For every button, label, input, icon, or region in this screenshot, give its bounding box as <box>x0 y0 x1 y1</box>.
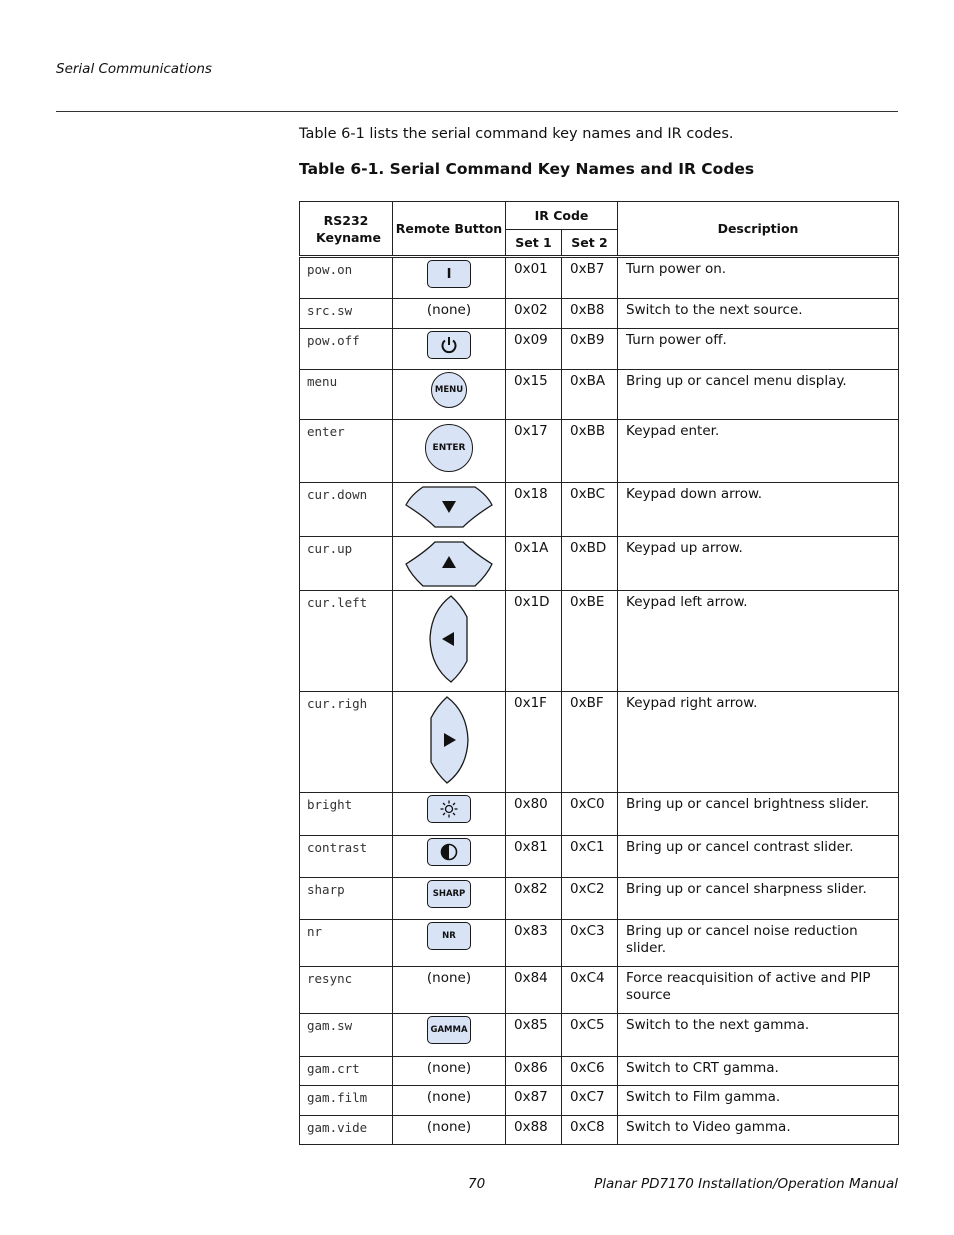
set2-cell: 0xBB <box>562 420 618 483</box>
power-off-icon <box>427 331 471 359</box>
description-cell: Keypad enter. <box>618 420 899 483</box>
description-cell: Bring up or cancel contrast slider. <box>618 836 899 878</box>
set2-cell: 0xBE <box>562 591 618 692</box>
keyname-cell: cur.righ <box>300 692 393 793</box>
header-rule <box>56 111 898 112</box>
set1-cell: 0x85 <box>506 1014 562 1057</box>
description-cell: Keypad up arrow. <box>618 537 899 591</box>
table-row <box>300 692 899 793</box>
table-row <box>300 920 899 967</box>
left-arrow-icon <box>427 593 471 685</box>
keyname-cell: bright <box>300 793 393 836</box>
sharp-key-icon: SHARP <box>427 880 471 908</box>
remote-button-cell: (none) <box>393 1086 506 1116</box>
description-cell: Bring up or cancel sharpness slider. <box>618 878 899 920</box>
table-row <box>300 1116 899 1145</box>
set2-cell: 0xBF <box>562 692 618 793</box>
remote-button-cell <box>393 257 506 299</box>
set1-cell: 0x87 <box>506 1086 562 1116</box>
header-keyname: RS232 Keyname <box>300 202 393 257</box>
set2-cell: 0xB7 <box>562 257 618 299</box>
set2-cell: 0xC6 <box>562 1057 618 1086</box>
table-row <box>300 299 899 329</box>
table-row <box>300 420 899 483</box>
table-row <box>300 1014 899 1057</box>
enter-key-icon: ENTER <box>425 424 473 472</box>
set1-cell: 0x86 <box>506 1057 562 1086</box>
remote-button-cell <box>393 1014 506 1057</box>
intro-text: Table 6-1 lists the serial command key names and IR codes. <box>299 126 734 142</box>
remote-button-cell: (none) <box>393 1116 506 1145</box>
table-row <box>300 967 899 1014</box>
keyname-cell: pow.on <box>300 257 393 299</box>
description-cell: Switch to Video gamma. <box>618 1116 899 1145</box>
table-row <box>300 836 899 878</box>
keyname-cell: nr <box>300 920 393 967</box>
remote-button-cell <box>393 370 506 420</box>
menu-key-icon: MENU <box>431 372 467 408</box>
set1-cell: 0x84 <box>506 967 562 1014</box>
keyname-cell: pow.off <box>300 329 393 370</box>
header-ir-code: IR Code <box>506 202 618 230</box>
right-arrow-icon <box>427 694 471 786</box>
description-cell: Bring up or cancel menu display. <box>618 370 899 420</box>
description-cell: Keypad left arrow. <box>618 591 899 692</box>
set1-cell: 0x80 <box>506 793 562 836</box>
set1-cell: 0x09 <box>506 329 562 370</box>
set1-cell: 0x83 <box>506 920 562 967</box>
description-cell: Turn power off. <box>618 329 899 370</box>
table-row <box>300 537 899 591</box>
description-cell: Switch to Film gamma. <box>618 1086 899 1116</box>
keyname-cell: menu <box>300 370 393 420</box>
set2-cell: 0xB8 <box>562 299 618 329</box>
table-row <box>300 1057 899 1086</box>
keyname-cell: gam.film <box>300 1086 393 1116</box>
set2-cell: 0xC1 <box>562 836 618 878</box>
down-arrow-icon <box>403 485 495 529</box>
set1-cell: 0x01 <box>506 257 562 299</box>
set2-cell: 0xBC <box>562 483 618 537</box>
remote-button-cell <box>393 329 506 370</box>
remote-button-cell <box>393 420 506 483</box>
header-description: Description <box>618 202 899 257</box>
ir-code-table <box>299 201 899 1145</box>
nr-key-icon: NR <box>427 922 471 950</box>
table-row <box>300 591 899 692</box>
description-cell: Bring up or cancel noise reduction slider. <box>618 920 899 967</box>
set1-cell: 0x02 <box>506 299 562 329</box>
up-arrow-icon <box>403 539 495 589</box>
table-row <box>300 1086 899 1116</box>
set1-cell: 0x1D <box>506 591 562 692</box>
header-set2: Set 2 <box>562 230 618 257</box>
set1-cell: 0x17 <box>506 420 562 483</box>
table-row <box>300 483 899 537</box>
set2-cell: 0xBD <box>562 537 618 591</box>
set1-cell: 0x18 <box>506 483 562 537</box>
description-cell: Keypad down arrow. <box>618 483 899 537</box>
description-cell: Switch to the next gamma. <box>618 1014 899 1057</box>
set1-cell: 0x1A <box>506 537 562 591</box>
table-row <box>300 370 899 420</box>
brightness-icon <box>427 795 471 823</box>
keyname-cell: src.sw <box>300 299 393 329</box>
table-row <box>300 329 899 370</box>
set2-cell: 0xC5 <box>562 1014 618 1057</box>
keyname-cell: cur.up <box>300 537 393 591</box>
description-cell: Bring up or cancel brightness slider. <box>618 793 899 836</box>
keyname-cell: cur.down <box>300 483 393 537</box>
table-title: Table 6-1. Serial Command Key Names and IR Codes <box>299 160 755 178</box>
description-cell: Switch to the next source. <box>618 299 899 329</box>
set2-cell: 0xC2 <box>562 878 618 920</box>
set2-cell: 0xC0 <box>562 793 618 836</box>
remote-button-cell <box>393 878 506 920</box>
running-head: Serial Communications <box>56 61 212 77</box>
set2-cell: 0xB9 <box>562 329 618 370</box>
keyname-cell: cur.left <box>300 591 393 692</box>
description-cell: Turn power on. <box>618 257 899 299</box>
set1-cell: 0x15 <box>506 370 562 420</box>
header-remote-button: Remote Button <box>393 202 506 257</box>
remote-button-cell <box>393 793 506 836</box>
keyname-cell: gam.crt <box>300 1057 393 1086</box>
keyname-cell: sharp <box>300 878 393 920</box>
table-row <box>300 793 899 836</box>
set1-cell: 0x81 <box>506 836 562 878</box>
power-on-key-icon: I <box>427 260 471 288</box>
set2-cell: 0xC8 <box>562 1116 618 1145</box>
keyname-cell: gam.sw <box>300 1014 393 1057</box>
page-number: 70 <box>468 1176 486 1192</box>
remote-button-cell <box>393 836 506 878</box>
keyname-cell: resync <box>300 967 393 1014</box>
table-row <box>300 878 899 920</box>
set2-cell: 0xC4 <box>562 967 618 1014</box>
manual-title: Planar PD7170 Installation/Operation Manual <box>594 1176 898 1192</box>
contrast-icon <box>427 838 471 866</box>
set2-cell: 0xBA <box>562 370 618 420</box>
keyname-cell: contrast <box>300 836 393 878</box>
remote-button-cell <box>393 591 506 692</box>
set2-cell: 0xC3 <box>562 920 618 967</box>
remote-button-cell <box>393 537 506 591</box>
description-cell: Switch to CRT gamma. <box>618 1057 899 1086</box>
remote-button-cell <box>393 692 506 793</box>
remote-button-cell: (none) <box>393 299 506 329</box>
remote-button-cell: (none) <box>393 967 506 1014</box>
keyname-cell: gam.vide <box>300 1116 393 1145</box>
remote-button-cell <box>393 483 506 537</box>
set2-cell: 0xC7 <box>562 1086 618 1116</box>
table-row <box>300 257 899 299</box>
set1-cell: 0x1F <box>506 692 562 793</box>
header-set1: Set 1 <box>506 230 562 257</box>
remote-button-cell: (none) <box>393 1057 506 1086</box>
remote-button-cell <box>393 920 506 967</box>
description-cell: Force reacquisition of active and PIP source <box>618 967 899 1014</box>
keyname-cell: enter <box>300 420 393 483</box>
set1-cell: 0x88 <box>506 1116 562 1145</box>
set1-cell: 0x82 <box>506 878 562 920</box>
description-cell: Keypad right arrow. <box>618 692 899 793</box>
gamma-key-icon: GAMMA <box>427 1016 471 1044</box>
